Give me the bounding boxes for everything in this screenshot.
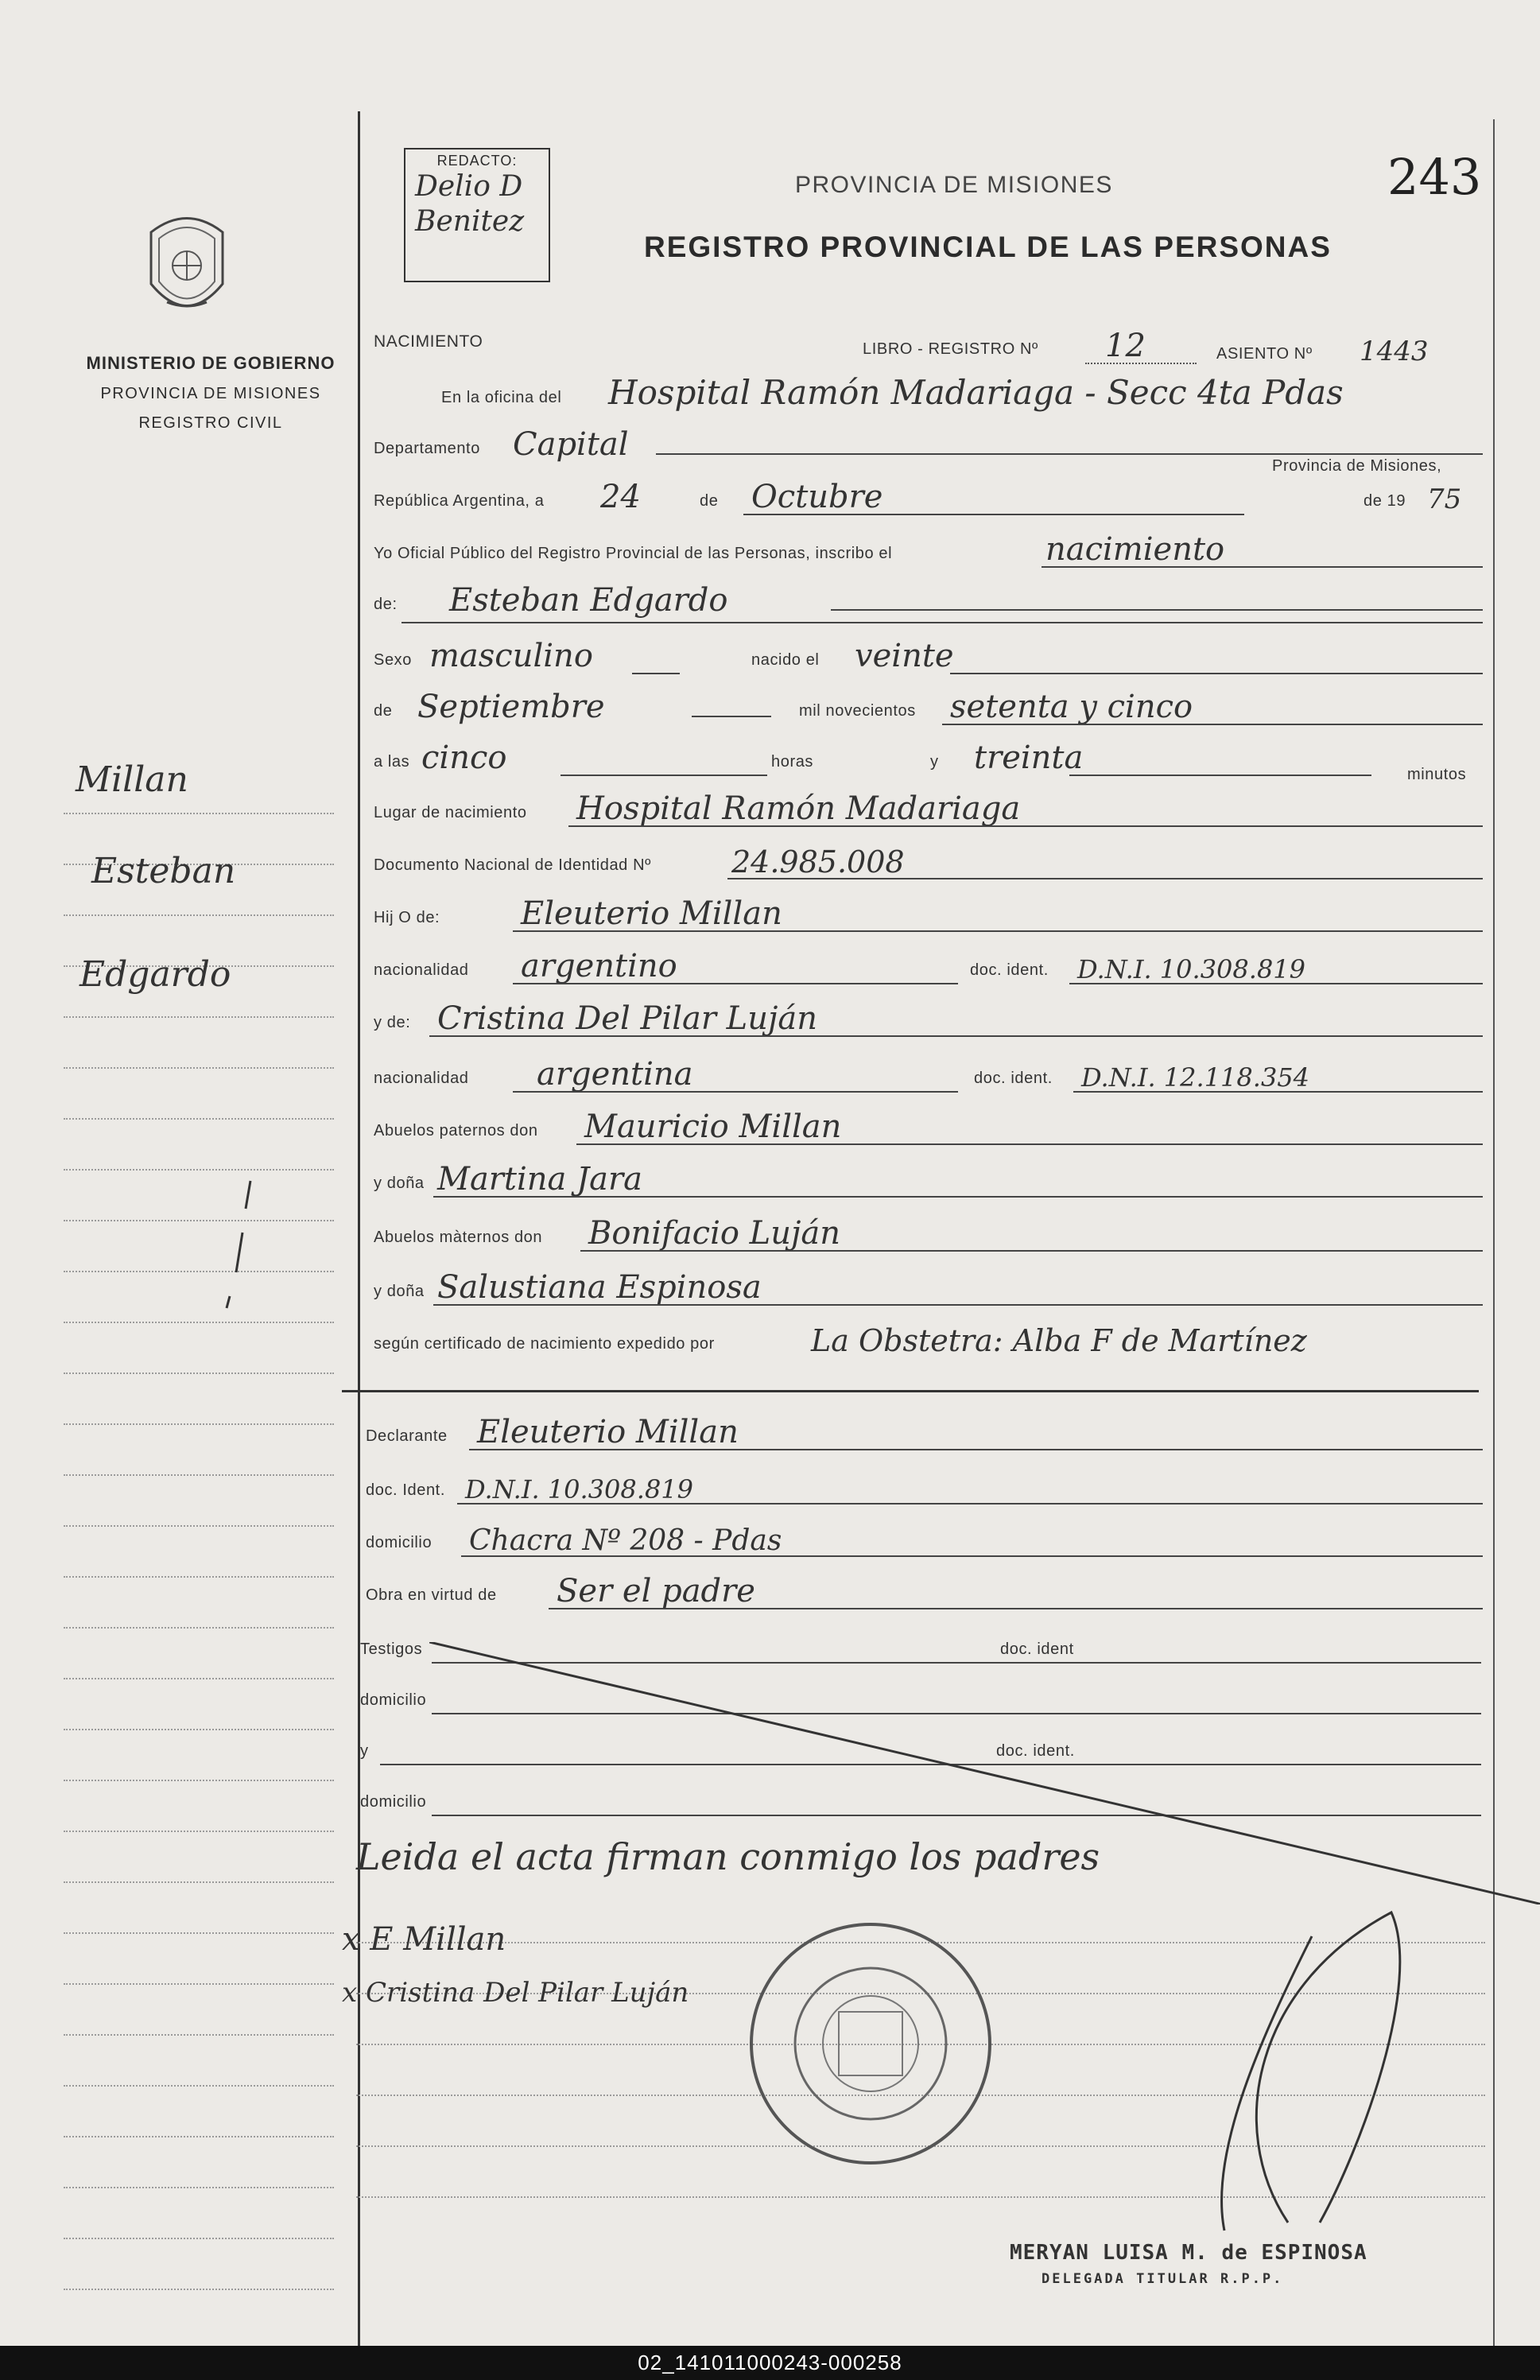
minutos-value: treinta [974,740,1084,776]
domicilio-label: domicilio [366,1534,433,1551]
row-departamento [370,425,1483,475]
row-domicilio-declarante [362,1519,1475,1560]
testigo-domicilio-label: domicilio [360,1691,427,1709]
mes-nac-value: Septiembre [417,689,605,725]
asiento-label: ASIENTO Nº [1216,345,1313,363]
testigos-label: Testigos [360,1640,423,1658]
signature-father: x E Millan [342,1921,506,1958]
testigo2-docident-label: doc. ident. [996,1742,1075,1760]
minutos-label: minutos [1407,766,1467,783]
declarante-value: Eleuterio Millan [477,1414,739,1450]
row-padre [370,894,1483,935]
docid-madre-value: D.N.I. 12.118.354 [1081,1062,1310,1093]
margin-note-surname: Millan [76,759,188,800]
lugar-value: Hospital Ramón Madariaga [576,790,1021,827]
anio-value: 75 [1427,483,1462,515]
provincia-suffix: Provincia de Misiones, [1272,457,1442,475]
row-lugar [370,789,1483,830]
anio-label: de 19 [1364,492,1406,510]
docid-padre-value: D.N.I. 10.308.819 [1077,954,1306,984]
de-nombre-label: de: [374,596,398,613]
docid-madre-label: doc. ident. [974,1070,1053,1087]
sexo-value: masculino [429,638,593,674]
certificado-label: según certificado de nacimiento expedido por [374,1335,715,1353]
abuelos-paternos-label: Abuelos paternos don [374,1122,538,1140]
domicilio-value: Chacra Nº 208 - Pdas [469,1524,782,1557]
nacionalidad-madre-label: nacionalidad [374,1070,469,1087]
padre-value: Eleuterio Millan [521,895,782,932]
redacto-line-1: Delio D [415,170,523,203]
hijo-label: Hij O de: [374,909,440,926]
lugar-label: Lugar de nacimiento [374,804,527,821]
row-abuelo-paterno [370,1107,1483,1148]
asiento-value: 1443 [1360,336,1429,367]
ministry-heading [64,353,358,433]
row-sexo [370,636,1483,678]
nacimiento-label: NACIMIENTO [374,332,483,351]
row-hora [370,738,1483,783]
nombre-value: Esteban Edgardo [449,582,728,619]
official-signature-scrawl [1161,1889,1447,2238]
official-name: MERYAN LUISA M. de ESPINOSA [1010,2241,1367,2265]
dia-value: 24 [600,479,641,515]
province-title: PROVINCIA DE MISIONES [795,172,1113,198]
nacionalidad-padre-value: argentino [521,948,677,984]
row-doc-declarante [362,1466,1475,1508]
registry-stamp-icon [743,1916,998,2171]
obra-label: Obra en virtud de [366,1586,497,1604]
row-certificado [370,1320,1483,1361]
row-nacionalidad-padre [370,946,1483,988]
dni-label: Documento Nacional de Identidad Nº [374,856,652,874]
libro-value: 12 [1105,328,1146,364]
inscribo-value: nacimiento [1045,531,1225,568]
official-role: DELEGADA TITULAR R.P.P. [1042,2271,1284,2287]
oficina-label: En la oficina del [441,389,562,406]
nacido-label: nacido el [751,651,820,669]
row-fecha-inscripcion [370,477,1483,518]
ministry-name: MINISTERIO DE GOBIERNO [86,353,336,373]
row-abuela-materna [370,1268,1483,1309]
row-oficina [370,374,1483,415]
leida-value: Leida el acta firman conmigo los padres [356,1835,1100,1878]
sexo-label: Sexo [374,651,412,669]
alas-label: a las [374,753,410,771]
redacto-line-2: Benitez [415,205,525,238]
mes-value: Octubre [751,479,883,515]
obra-value: Ser el padre [557,1573,755,1609]
row-dni [370,841,1483,883]
doc-ident-label: doc. Ident. [366,1481,445,1499]
redacto-box [404,148,550,282]
registry-title: REGISTRO PROVINCIAL DE LAS PERSONAS [644,231,1332,263]
row-libro [370,318,1483,367]
testigos-docident-label: doc. ident [1000,1640,1074,1658]
declarante-label: Declarante [366,1427,448,1445]
madre-value: Cristina Del Pilar Luján [437,1000,818,1037]
ministry-province: PROVINCIA DE MISIONES [100,385,321,402]
row-madre [370,999,1483,1040]
republica-label: República Argentina, a [374,492,545,510]
margin-note-first-name: Esteban [91,851,236,891]
right-border-line [1493,119,1495,2346]
horas-label: horas [771,753,814,771]
signature-mother: x Cristina Del Pilar Luján [342,1977,689,2009]
ministry-registry: REGISTRO CIVIL [138,414,283,432]
doc-ident-value: D.N.I. 10.308.819 [465,1474,694,1504]
nacido-value: veinte [855,638,954,674]
redacto-label: REDACTO: [436,153,518,169]
row-leida [356,1826,1469,1881]
row-declarante [362,1412,1475,1454]
abuelo-paterno-value: Mauricio Millan [584,1108,842,1145]
ydona-materna-label: y doña [374,1283,425,1300]
margin-note-second-name: Edgardo [80,954,231,995]
abuelo-materno-value: Bonifacio Luján [588,1215,841,1252]
row-abuela-paterna [370,1159,1483,1201]
document-reference-bar [0,2346,1540,2380]
abuela-paterna-value: Martina Jara [437,1161,642,1198]
docid-padre-label: doc. ident. [970,961,1049,979]
departamento-label: Departamento [374,440,480,457]
oficina-value: Hospital Ramón Madariaga - Secc 4ta Pdas [608,373,1344,412]
margin-pen-mark [219,1177,266,1312]
de-mes-label: de [374,702,393,720]
row-nombre [370,580,1483,622]
hora-value: cinco [421,740,507,776]
mil-label: mil novecientos [799,702,916,720]
y-label: y [930,753,939,771]
mil-value: setenta y cinco [950,689,1193,725]
departamento-value: Capital [513,426,629,463]
abuela-materna-value: Salustiana Espinosa [437,1269,762,1306]
section-separator [342,1390,1479,1392]
row-obra [362,1571,1475,1613]
de-label: de [700,492,719,510]
row-nacionalidad-madre [370,1054,1483,1096]
left-margin [0,0,358,2346]
yde-label: y de: [374,1014,411,1031]
testigo2-domicilio-label: domicilio [360,1793,427,1811]
page-number: 243 [1387,148,1482,206]
nacionalidad-madre-value: argentina [537,1056,693,1093]
certificado-value: La Obstetra: Alba F de Martínez [811,1323,1307,1358]
libro-label: LIBRO - REGISTRO Nº [863,340,1038,358]
dni-value: 24.985.008 [731,844,905,879]
row-abuelo-materno [370,1213,1483,1255]
testigo-y-label: y [360,1742,369,1760]
document-reference: 02_141011000243-000258 [638,2351,902,2374]
ydona-paterna-label: y doña [374,1174,425,1192]
row-inscribo [370,530,1483,571]
abuelos-maternos-label: Abuelos màternos don [374,1229,543,1246]
coat-of-arms-icon [143,208,231,328]
inscribo-label: Yo Oficial Público del Registro Provincial de las Personas, inscribo el [374,545,893,562]
nacionalidad-padre-label: nacionalidad [374,961,469,979]
row-mes-nacimiento [370,687,1483,728]
